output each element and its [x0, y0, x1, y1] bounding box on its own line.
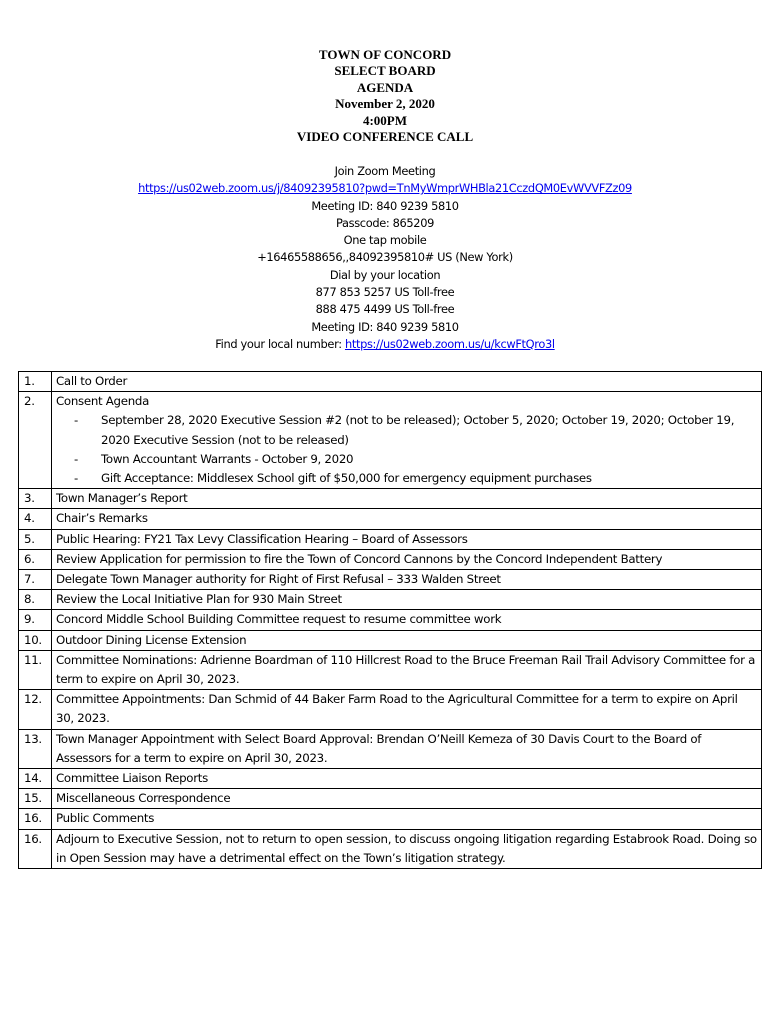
sub-item-dash: -	[74, 451, 78, 466]
consent-sub-item	[56, 411, 757, 449]
doc-title: AGENDA	[356, 79, 414, 95]
agenda-row	[19, 769, 762, 789]
agenda-item-consent	[52, 392, 762, 489]
agenda-item-text: Miscellaneous Correspondence	[52, 789, 762, 809]
zoom-meeting-id: Meeting ID: 840 9239 5810	[311, 198, 459, 213]
agenda-item-text: Delegate Town Manager authority for Right of First Refusal – 333 Walden Street	[52, 570, 762, 590]
agenda-item-text: Review the Local Initiative Plan for 930 Main Street	[52, 590, 762, 610]
agenda-item-number: 16.	[19, 809, 52, 829]
agenda-table	[18, 371, 762, 869]
agenda-item-number: 11.	[19, 650, 52, 689]
consent-sub-item	[56, 469, 757, 488]
agenda-item-text: Public Hearing: FY21 Tax Levy Classification Hearing – Board of Assessors	[52, 529, 762, 549]
agenda-item-number: 7.	[19, 570, 52, 590]
agenda-row	[19, 809, 762, 829]
agenda-item-text: Adjourn to Executive Session, not to return to open session, to discuss ongoing litigation regarding Estabrook Road. Doing so in Open Session may have a detrimental effect on the Town’s litigation strategy.	[52, 829, 762, 868]
board-title: SELECT BOARD	[334, 63, 436, 79]
agenda-item-text: Public Comments	[52, 809, 762, 829]
meeting-date: November 2, 2020	[335, 96, 435, 112]
agenda-row	[19, 690, 762, 729]
agenda-item-text: Committee Appointments: Dan Schmid of 44 Baker Farm Road to the Agricultural Committee for a term to expire on April 30, 2023.	[52, 690, 762, 729]
agenda-item-number: 4.	[19, 509, 52, 529]
agenda-item-number: 9.	[19, 610, 52, 630]
agenda-item-number: 3.	[19, 489, 52, 509]
zoom-meeting-id-2: Meeting ID: 840 9239 5810	[311, 319, 459, 334]
meeting-format: VIDEO CONFERENCE CALL	[296, 129, 474, 145]
sub-item-text: Town Accountant Warrants - October 9, 2020	[101, 451, 354, 466]
agenda-row	[19, 489, 762, 509]
agenda-item-number: 10.	[19, 630, 52, 650]
zoom-info	[0, 163, 770, 353]
agenda-row	[19, 570, 762, 590]
agenda-item-number: 16.	[19, 829, 52, 868]
town-title: TOWN OF CONCORD	[318, 47, 452, 62]
agenda-header	[0, 47, 770, 145]
agenda-item-text: Town Manager’s Report	[52, 489, 762, 509]
sub-item-dash: -	[74, 413, 78, 428]
agenda-item-number: 14.	[19, 769, 52, 789]
agenda-item-number: 2.	[19, 392, 52, 489]
agenda-item-number: 1.	[19, 372, 52, 392]
zoom-passcode: Passcode: 865209	[335, 215, 435, 230]
zoom-meeting-link[interactable]: https://us02web.zoom.us/j/84092395810?pwd=TnMyWmprWHBla21CczdQM0EvWVVFZz09	[138, 181, 632, 196]
sub-item-text: September 28, 2020 Executive Session #2 (not to be released); October 5, 2020; October 19, 2020; October 19, 2020 Executive Session (not to be released)	[101, 413, 735, 447]
agenda-item-text: Committee Nominations: Adrienne Boardman of 110 Hillcrest Road to the Bruce Freeman Rail Trail Advisory Committee for a term to expire on April 30, 2023.	[52, 650, 762, 689]
agenda-row	[19, 372, 762, 392]
agenda-item-text: Concord Middle School Building Committee request to resume committee work	[52, 610, 762, 630]
meeting-time: 4:00PM	[362, 112, 408, 128]
agenda-item-text: Town Manager Appointment with Select Board Approval: Brendan O’Neill Kemeza of 30 Davis Court to the Board of Assessors for a term to expire on April 30, 2023.	[52, 729, 762, 768]
zoom-tollfree-1: 877 853 5257 US Toll-free	[315, 285, 455, 300]
agenda-item-number: 5.	[19, 529, 52, 549]
agenda-row	[19, 630, 762, 650]
agenda-row	[19, 650, 762, 689]
zoom-local-link[interactable]: https://us02web.zoom.us/u/kcwFtQro3l	[344, 336, 555, 351]
agenda-row	[19, 392, 762, 489]
agenda-item-text: Call to Order	[52, 372, 762, 392]
agenda-item-text: Chair’s Remarks	[52, 509, 762, 529]
agenda-row	[19, 829, 762, 868]
agenda-row	[19, 729, 762, 768]
consent-sub-item	[56, 450, 757, 469]
agenda-item-text: Outdoor Dining License Extension	[52, 630, 762, 650]
zoom-phone: +16465588656,,84092395810# US (New York)	[257, 250, 513, 265]
agenda-row	[19, 590, 762, 610]
agenda-item-text: Review Application for permission to fire the Town of Concord Cannons by the Concord Independent Battery	[52, 549, 762, 569]
sub-item-text: Gift Acceptance: Middlesex School gift of $50,000 for emergency equipment purchases	[101, 471, 592, 486]
agenda-row	[19, 509, 762, 529]
zoom-one-tap-label: One tap mobile	[343, 233, 427, 248]
agenda-row	[19, 789, 762, 809]
agenda-item-number: 13.	[19, 729, 52, 768]
agenda-item-text: Consent Agenda	[56, 394, 149, 409]
zoom-join-label: Join Zoom Meeting	[334, 164, 436, 178]
agenda-item-number: 6.	[19, 549, 52, 569]
zoom-tollfree-2: 888 475 4499 US Toll-free	[315, 302, 455, 317]
zoom-dial-label: Dial by your location	[329, 267, 441, 282]
agenda-row	[19, 549, 762, 569]
sub-item-dash: -	[74, 471, 78, 486]
agenda-item-number: 8.	[19, 590, 52, 610]
agenda-item-number: 12.	[19, 690, 52, 729]
zoom-local-number	[0, 336, 770, 353]
agenda-row	[19, 529, 762, 549]
agenda-row	[19, 610, 762, 630]
agenda-item-number: 15.	[19, 789, 52, 809]
agenda-item-text: Committee Liaison Reports	[52, 769, 762, 789]
zoom-local-label: Find your local number:	[215, 336, 345, 351]
